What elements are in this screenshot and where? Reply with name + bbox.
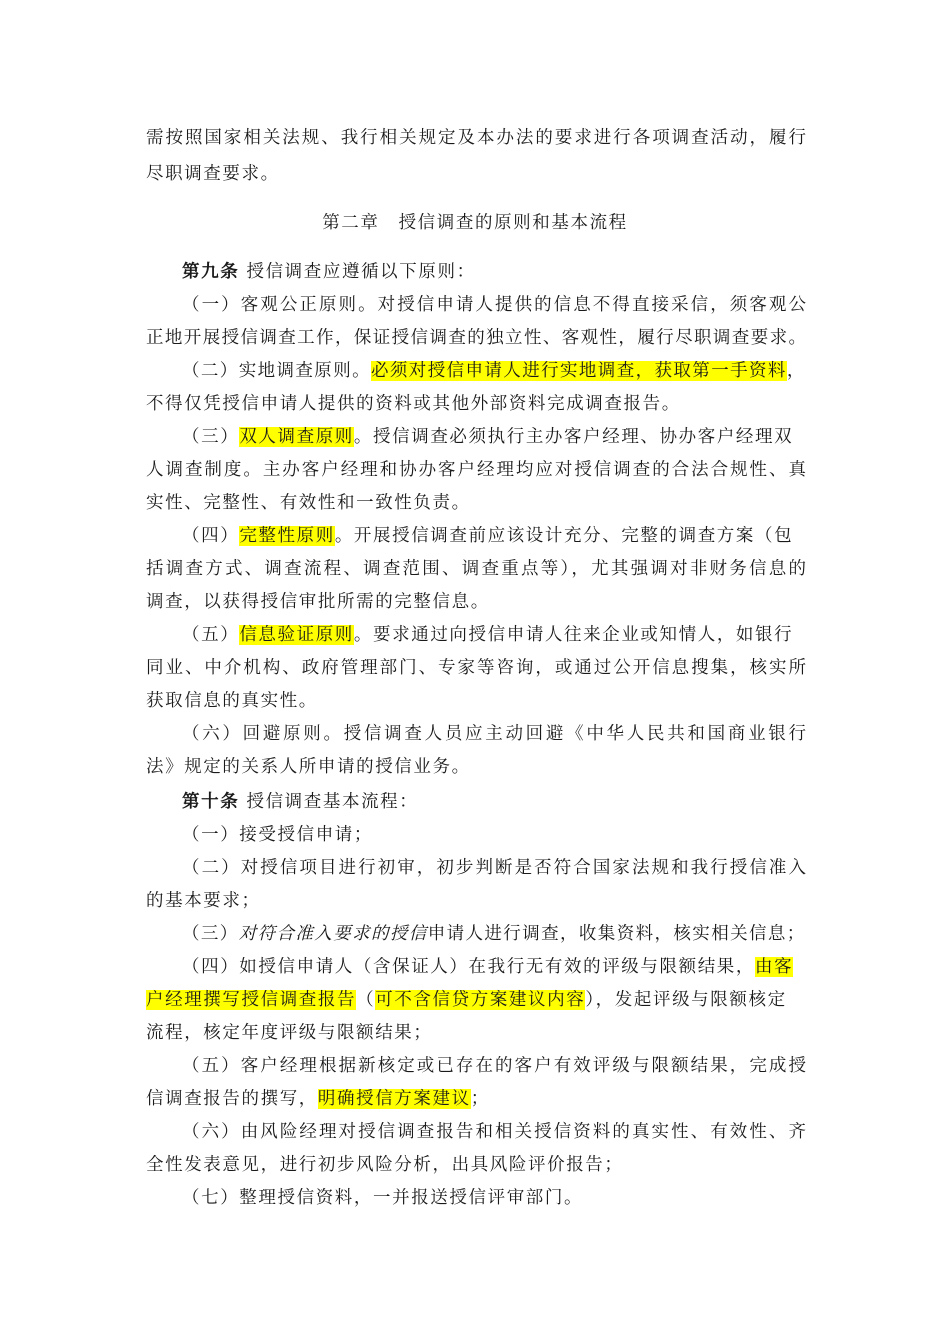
text-run: 信调查报告的撰写， <box>146 1089 318 1109</box>
step-line: （六）由风险经理对授信调查报告和相关授信资料的真实性、有效性、齐 <box>182 1122 806 1142</box>
article-9-heading <box>182 256 806 289</box>
paragraph-line: 括调查方式、调查流程、调查范围、调查重点等），尤其强调对非财务信息的 <box>146 559 806 579</box>
article-heading-text: 授信调查应遵循以下原则： <box>246 262 476 282</box>
paragraph-line: （六）回避原则。授信调查人员应主动回避《中华人民共和国商业银行 <box>182 724 806 744</box>
paragraph-line <box>182 421 806 454</box>
paragraph-line <box>182 355 806 388</box>
paragraph-line <box>182 619 806 652</box>
paragraph-line: （一）客观公正原则。对授信申请人提供的信息不得直接采信，须客观公 <box>182 295 806 315</box>
step-line: 全性发表意见，进行初步风险分析，出具风险评价报告； <box>146 1155 624 1175</box>
text-run: 申请人进行调查，收集资料，核实相关信息； <box>427 924 806 944</box>
text-run: （二）实地调查原则。 <box>182 361 371 381</box>
intro-line: 需按照国家相关法规、我行相关规定及本办法的要求进行各项调查活动，履行 <box>146 128 806 148</box>
text-run: （三） <box>182 427 240 447</box>
highlighted-text: 可不含信贷方案建议内容 <box>375 990 586 1010</box>
paragraph-line: 人调查制度。主办客户经理和协办客户经理均应对授信调查的合法合规性、真 <box>146 460 806 480</box>
italic-text: 对符合准入要求的授信 <box>238 924 428 944</box>
highlighted-text: 明确授信方案建议 <box>317 1089 471 1109</box>
article-heading-text: 授信调查基本流程： <box>246 792 419 812</box>
paragraph-line: 正地开展授信调查工作，保证授信调查的独立性、客观性，履行尽职调查要求。 <box>146 328 806 348</box>
highlighted-text: 双人调查原则 <box>239 427 354 447</box>
highlighted-text: 必须对授信申请人进行实地调查，获取第一手资料 <box>371 361 787 381</box>
article-10-heading <box>182 786 806 819</box>
step-line: 流程，核定年度评级与限额结果； <box>146 1023 433 1043</box>
text-run: （四）如授信申请人（含保证人）在我行无有效的评级与限额结果， <box>182 957 755 977</box>
step-line <box>146 1083 806 1116</box>
text-run: （三） <box>182 924 239 944</box>
paragraph-line: 法》规定的关系人所申请的授信业务。 <box>146 757 471 777</box>
step-line: 的基本要求； <box>146 891 261 911</box>
intro-line: 尽职调查要求。 <box>146 164 280 184</box>
text-run: 。要求通过向授信申请人往来企业或知情人，如银行 <box>353 625 794 645</box>
text-run: ），发起评级与限额核定 <box>585 990 787 1010</box>
text-run: ， <box>786 361 806 381</box>
chapter-title: 第二章 授信调查的原则和基本流程 <box>322 213 628 233</box>
text-run: ； <box>470 1089 490 1109</box>
highlighted-text: 完整性原则 <box>239 526 335 546</box>
step-line <box>182 918 806 951</box>
highlighted-text: 信息验证原则 <box>239 625 354 645</box>
paragraph-line: 实性、完整性、有效性和一致性负责。 <box>146 493 471 513</box>
text-run: （五） <box>182 625 240 645</box>
paragraph-line: 获取信息的真实性。 <box>146 691 318 711</box>
step-line: （二）对授信项目进行初审，初步判断是否符合国家法规和我行授信准入 <box>182 858 806 878</box>
step-line: （五）客户经理根据新核定或已存在的客户有效评级与限额结果，完成授 <box>182 1056 806 1076</box>
article-label: 第九条 <box>182 262 240 282</box>
highlighted-text: 由客 <box>755 957 794 977</box>
text-run: 。开展授信调查前应该设计充分、完整的调查方案（包 <box>334 526 794 546</box>
step-line: （七）整理授信资料，一并报送授信评审部门。 <box>182 1188 584 1208</box>
highlighted-text: 户经理撰写授信调查报告 <box>146 990 357 1010</box>
step-line <box>146 984 806 1017</box>
step-line <box>182 951 806 984</box>
text-run: 。授信调查必须执行主办客户经理、协办客户经理双 <box>353 427 794 447</box>
text-run: （四） <box>182 526 240 546</box>
paragraph-line: 调查，以获得授信审批所需的完整信息。 <box>146 592 490 612</box>
text-run: （ <box>356 990 376 1010</box>
article-label: 第十条 <box>182 792 240 812</box>
step-line: （一）接受授信申请； <box>182 825 373 845</box>
paragraph-line <box>182 520 806 553</box>
paragraph-line: 同业、中介机构、政府管理部门、专家等咨询，或通过公开信息搜集，核实所 <box>146 658 806 678</box>
paragraph-line: 不得仅凭授信申请人提供的资料或其他外部资料完成调查报告。 <box>146 394 681 414</box>
